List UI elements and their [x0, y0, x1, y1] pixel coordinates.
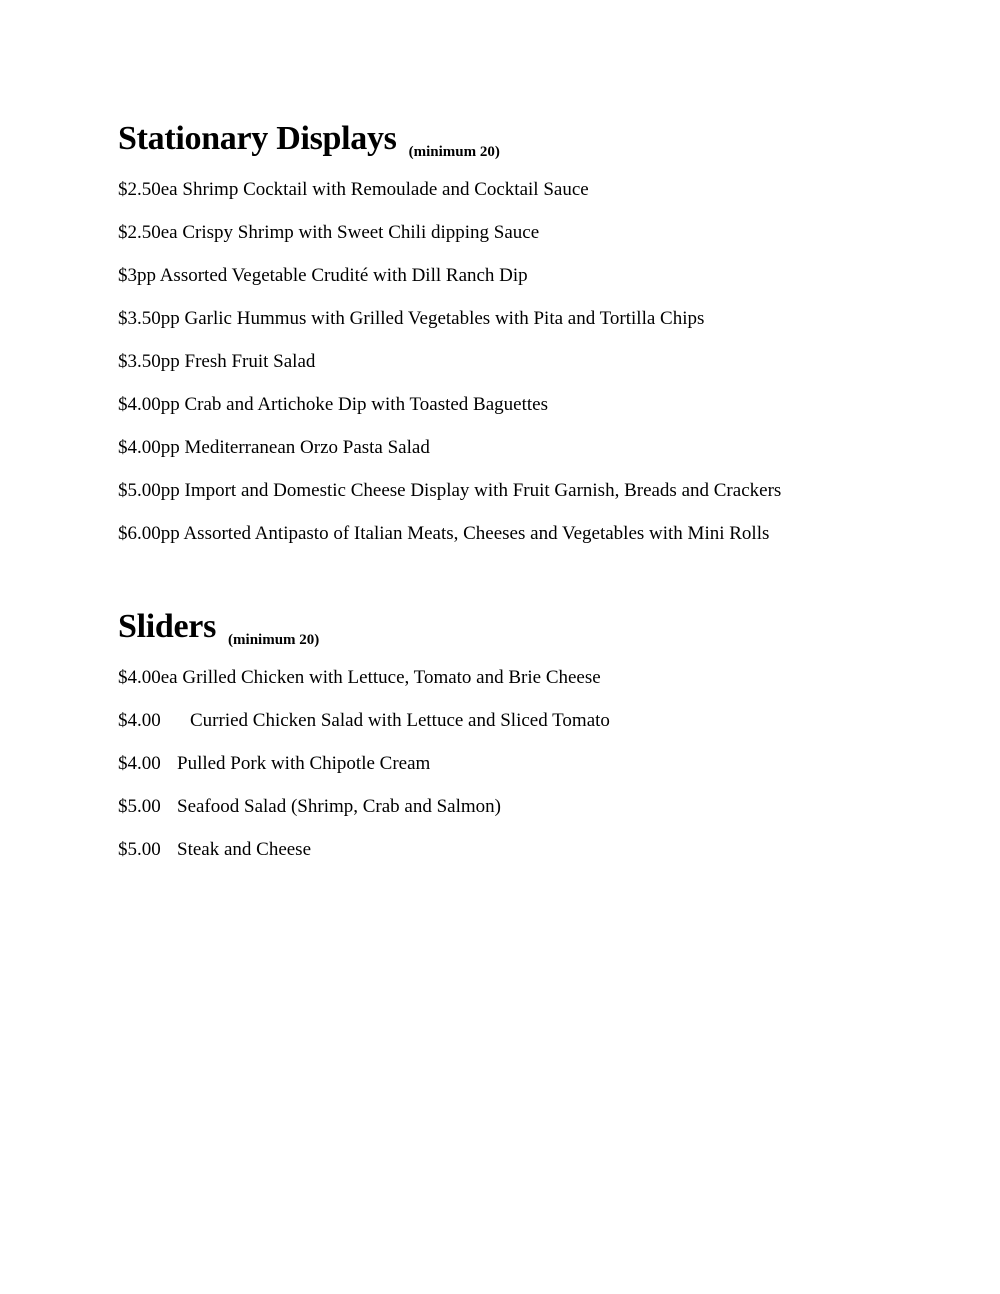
- item-price: $3.50pp: [118, 351, 180, 372]
- menu-item-list: [118, 178, 958, 565]
- menu-item: [118, 436, 958, 479]
- menu-item: [118, 264, 958, 307]
- item-price: $3.50pp: [118, 308, 180, 329]
- item-price: $4.00ea: [118, 667, 178, 688]
- item-description: Crispy Shrimp with Sweet Chili dipping Sauce: [182, 222, 540, 243]
- item-description: Assorted Antipasto of Italian Meats, Cheeses and Vegetables with Mini Rolls: [183, 523, 770, 544]
- item-description: Seafood Salad (Shrimp, Crab and Salmon): [177, 796, 502, 817]
- item-description: Steak and Cheese: [177, 839, 312, 860]
- stationary-displays-section: [118, 116, 958, 565]
- item-price: $4.00pp: [118, 394, 180, 415]
- item-price: $4.00: [118, 710, 161, 731]
- sliders-section: [118, 604, 958, 881]
- item-description: Shrimp Cocktail with Remoulade and Cocktail Sauce: [182, 179, 589, 200]
- item-description: Curried Chicken Salad with Lettuce and Sliced Tomato: [190, 710, 610, 731]
- item-description: Grilled Chicken with Lettuce, Tomato and Brie Cheese: [182, 667, 601, 688]
- menu-item: [118, 838, 958, 881]
- menu-item: [118, 522, 958, 565]
- menu-item: [118, 795, 958, 838]
- menu-item: [118, 752, 958, 795]
- menu-item: [118, 393, 958, 436]
- item-description: Garlic Hummus with Grilled Vegetables with Pita and Tortilla Chips: [184, 308, 705, 329]
- item-price: $4.00: [118, 753, 161, 774]
- item-price: $5.00: [118, 839, 161, 860]
- item-description: Fresh Fruit Salad: [184, 351, 316, 372]
- item-description: Mediterranean Orzo Pasta Salad: [184, 437, 430, 458]
- item-price: $4.00pp: [118, 437, 180, 458]
- menu-item: [118, 709, 958, 752]
- section-minimum-note: (minimum 20): [228, 632, 320, 648]
- menu-item: [118, 178, 958, 221]
- item-description: Pulled Pork with Chipotle Cream: [177, 753, 431, 774]
- section-title: Stationary Displays: [118, 120, 397, 157]
- menu-item-list: [118, 666, 958, 881]
- menu-item: [118, 221, 958, 264]
- item-price: $5.00: [118, 796, 161, 817]
- section-title: Sliders: [118, 608, 217, 645]
- item-price: $3pp: [118, 265, 156, 286]
- section-heading: [118, 604, 958, 650]
- menu-item: [118, 350, 958, 393]
- item-description: Assorted Vegetable Crudité with Dill Ranch Dip: [159, 265, 528, 286]
- item-description: Import and Domestic Cheese Display with Fruit Garnish, Breads and Crackers: [184, 480, 782, 501]
- section-minimum-note: (minimum 20): [408, 144, 500, 160]
- item-price: $6.00pp: [118, 523, 180, 544]
- section-heading: [118, 116, 958, 162]
- menu-item: [118, 479, 958, 522]
- item-price: $2.50ea: [118, 179, 178, 200]
- item-description: Crab and Artichoke Dip with Toasted Baguettes: [184, 394, 548, 415]
- menu-item: [118, 666, 958, 709]
- item-price: $5.00pp: [118, 480, 180, 501]
- item-price: $2.50ea: [118, 222, 178, 243]
- menu-item: [118, 307, 958, 350]
